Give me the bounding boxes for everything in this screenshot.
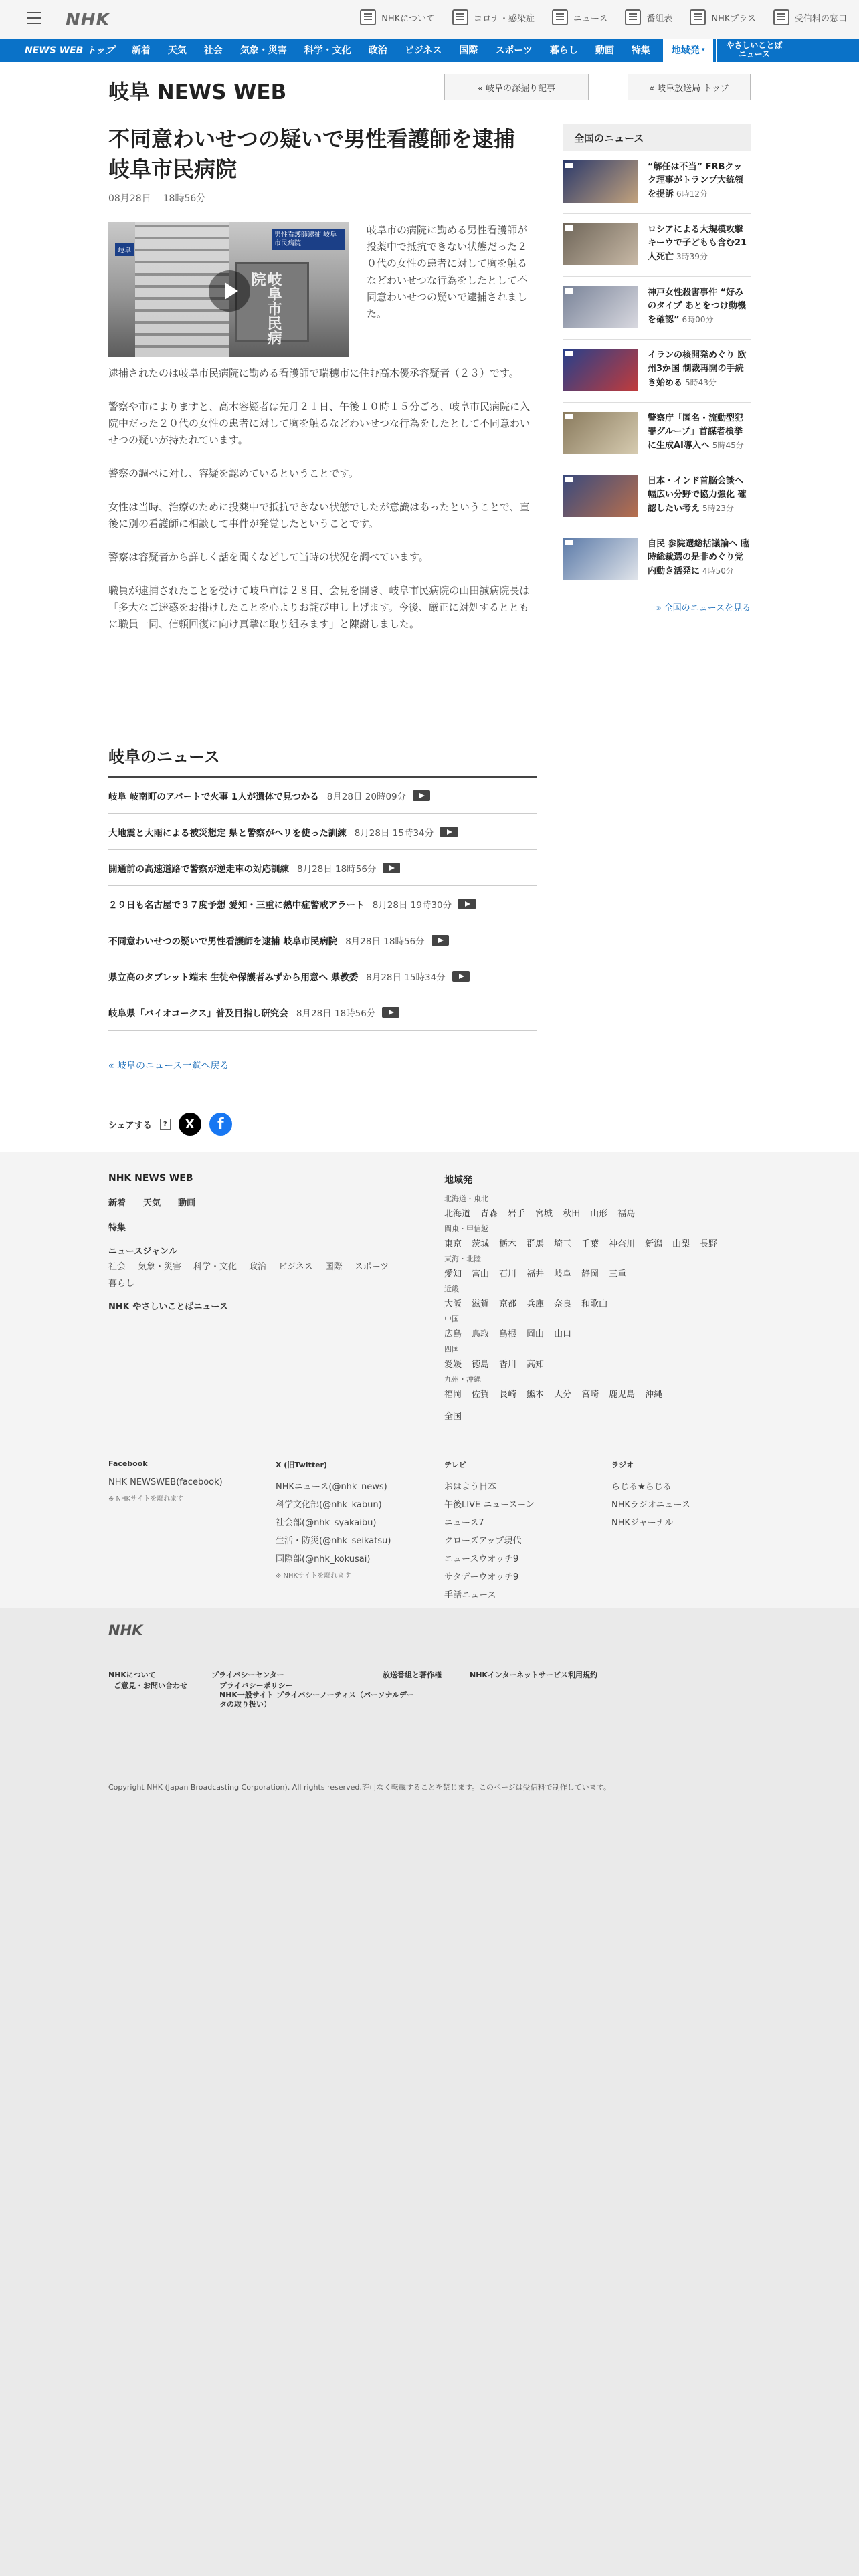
tv-program-link[interactable]: 手話ニュース bbox=[444, 1590, 496, 1600]
menu-icon[interactable] bbox=[27, 12, 41, 24]
region-group-label: 東海・北陸 bbox=[444, 1255, 481, 1263]
x-account-link[interactable]: NHKニュース(@nhk_news) bbox=[276, 1482, 387, 1492]
video-icon bbox=[413, 790, 430, 801]
national-news-sidebar bbox=[563, 124, 751, 613]
local-news-section bbox=[108, 744, 537, 1072]
region-list bbox=[444, 1297, 752, 1309]
news-icon bbox=[552, 9, 568, 25]
news-thumbnail bbox=[563, 412, 638, 454]
facebook-link[interactable]: NHK NEWSWEB(facebook) bbox=[108, 1477, 223, 1487]
region-link[interactable]: 奈良 bbox=[554, 1299, 572, 1309]
region-link[interactable]: 石川 bbox=[499, 1269, 517, 1279]
footer-genre-link[interactable]: 暮らし bbox=[108, 1279, 135, 1289]
region-link[interactable]: 北海道 bbox=[444, 1209, 471, 1219]
top-header bbox=[0, 0, 859, 39]
footer-genre-link[interactable]: 社会 bbox=[108, 1262, 126, 1272]
radio-link[interactable]: NHKジャーナル bbox=[611, 1518, 674, 1528]
nav-business[interactable]: ビジネス bbox=[404, 45, 442, 56]
nav-feature[interactable]: 特集 bbox=[631, 45, 650, 56]
region-link[interactable]: 長野 bbox=[700, 1239, 718, 1249]
footer-link-contact[interactable]: ご意見・お問い合わせ bbox=[114, 1681, 187, 1690]
virus-icon bbox=[452, 9, 468, 25]
footer-facebook bbox=[108, 1459, 223, 1503]
footer-genre-link[interactable]: 科学・文化 bbox=[193, 1262, 237, 1272]
nhk-badge-icon bbox=[565, 351, 573, 356]
local-news-item[interactable]: 不同意わいせつの疑いで男性看護師を逮捕 岐阜市民病院 8月28日 18時56分 bbox=[108, 922, 537, 958]
play-icon[interactable] bbox=[209, 270, 250, 312]
footer-radio bbox=[611, 1459, 690, 1533]
news-thumbnail bbox=[563, 286, 638, 328]
region-link[interactable]: 愛媛 bbox=[444, 1360, 462, 1370]
facebook-share-icon[interactable]: f bbox=[209, 1113, 232, 1136]
article-time: 18時56分 bbox=[163, 193, 206, 204]
station-header bbox=[108, 71, 751, 104]
region-list bbox=[444, 1327, 752, 1339]
region-link[interactable]: 福岡 bbox=[444, 1390, 462, 1400]
region-link[interactable]: 香川 bbox=[499, 1360, 517, 1370]
region-list bbox=[444, 1206, 752, 1219]
region-list bbox=[444, 1237, 752, 1249]
region-link[interactable]: 三重 bbox=[609, 1269, 627, 1279]
nav-newsweb-top[interactable]: NEWS WEB トップ bbox=[25, 45, 114, 56]
video-icon bbox=[432, 935, 449, 946]
region-link[interactable]: 神奈川 bbox=[609, 1239, 636, 1249]
region-link[interactable]: 和歌山 bbox=[581, 1299, 608, 1309]
article-paragraph: 警察や市によりますと、高木容疑者は先月２１日、午後１０時１５分ごろ、岐阜市民病院に入院中だった２０代の女性の患者に対して胸を触るなどわいせつな行為をしたとして不同意わいせつの疑いが持たれています。 bbox=[108, 401, 531, 446]
article-lead bbox=[108, 222, 537, 399]
video-icon bbox=[452, 971, 470, 982]
top-links bbox=[360, 9, 847, 25]
footer-genre-link[interactable]: 国際 bbox=[324, 1262, 343, 1272]
nhk-badge-icon bbox=[565, 225, 573, 231]
help-icon[interactable]: ? bbox=[160, 1119, 171, 1130]
article-paragraph: 岐阜市の病院に勤める男性看護師が投薬中で抵抗できない状態だった２０代の女性の患者に対して胸を触るなどわいせつな行為をしたとして不同意わいせつの疑いで逮捕されました。 bbox=[367, 224, 528, 320]
link-about-nhk[interactable]: NHKについて bbox=[360, 9, 435, 25]
article-video-thumbnail[interactable] bbox=[108, 222, 349, 357]
video-icon bbox=[383, 863, 400, 873]
nhk-badge-icon bbox=[565, 163, 573, 168]
nav-sports[interactable]: スポーツ bbox=[495, 45, 533, 56]
main-nav bbox=[0, 39, 859, 62]
region-list bbox=[444, 1267, 752, 1279]
region-group-label: 関東・甲信越 bbox=[444, 1224, 488, 1233]
local-news-title: 岐阜のニュース bbox=[108, 744, 537, 778]
local-news-item[interactable]: 県立高のタブレット端末 生徒や保護者みずから用意へ 県教委 8月28日 15時34分 bbox=[108, 958, 537, 994]
x-account-link[interactable]: 生活・防災(@nhk_seikatsu) bbox=[276, 1536, 391, 1546]
sidebar-news-item[interactable]: “解任は不当” FRBクック理事がトランプ大統領を提訴 6時12分 bbox=[563, 151, 751, 214]
radio-link[interactable]: NHKラジオニュース bbox=[611, 1500, 690, 1510]
region-link[interactable]: 兵庫 bbox=[527, 1299, 545, 1309]
nav-international[interactable]: 国際 bbox=[459, 45, 478, 56]
region-link[interactable]: 秋田 bbox=[563, 1209, 581, 1219]
chevron-down-icon: ▾ bbox=[701, 47, 705, 53]
tv-fee-icon bbox=[773, 9, 789, 25]
nhk-badge-icon bbox=[565, 288, 573, 294]
share-bar bbox=[108, 1113, 232, 1136]
news-thumbnail bbox=[563, 223, 638, 265]
external-note: ※ NHKサイトを離れます bbox=[276, 1572, 351, 1580]
tv-program-link[interactable]: 午後LIVE ニュースーン bbox=[444, 1500, 535, 1510]
footer-link-privacy-notice[interactable]: NHK一般サイト プライバシーノーティス（パーソナルデータの取り扱い） bbox=[219, 1691, 415, 1709]
sidebar-news-item[interactable]: 神戸女性殺害事件 “好みのタイプ あとをつけ動機を確認” 6時00分 bbox=[563, 277, 751, 340]
article-title: 不同意わいせつの疑いで男性看護師を逮捕 岐阜市民病院 bbox=[108, 126, 516, 182]
region-link[interactable]: 岡山 bbox=[527, 1329, 545, 1339]
region-link[interactable]: 千葉 bbox=[581, 1239, 599, 1249]
tv-program-link[interactable]: おはよう日本 bbox=[444, 1482, 497, 1492]
region-list bbox=[444, 1357, 752, 1370]
tv-program-link[interactable]: クローズアップ現代 bbox=[444, 1536, 522, 1546]
copyright-text: Copyright NHK (Japan Broadcasting Corporation). All rights reserved.許可なく転載することを禁じます。このページは受信料で制作しています。 bbox=[108, 1783, 611, 1792]
nav-new[interactable]: 新着 bbox=[131, 45, 151, 56]
nhk-badge-icon bbox=[565, 540, 573, 545]
footer-link-video[interactable]: 動画 bbox=[178, 1198, 196, 1208]
tv-program-link[interactable]: サタデーウオッチ9 bbox=[444, 1572, 519, 1582]
video-icon bbox=[382, 1007, 399, 1018]
local-news-item[interactable]: ２９日も名古屋で３７度予想 愛知・三重に熱中症警戒アラート 8月28日 19時30分 bbox=[108, 886, 537, 922]
region-group-label: 九州・沖縄 bbox=[444, 1375, 481, 1384]
nhk-badge-icon bbox=[565, 414, 573, 419]
region-link[interactable]: 長崎 bbox=[499, 1390, 517, 1400]
region-link[interactable]: 東京 bbox=[444, 1239, 462, 1249]
news-thumbnail bbox=[563, 349, 638, 391]
article-paragraph: 逮捕されたのは岐阜市民病院に勤める看護師で瑞穂市に住む高木優丞容疑者（２３）です。 bbox=[108, 367, 519, 379]
radio-link[interactable]: らじる★らじる bbox=[611, 1482, 672, 1492]
news-thumbnail bbox=[563, 160, 638, 203]
nhk-badge-icon bbox=[565, 477, 573, 482]
external-note: ※ NHKサイトを離れます bbox=[108, 1495, 184, 1503]
region-link[interactable]: 沖縄 bbox=[645, 1390, 663, 1400]
station-top-button[interactable]: « 岐阜放送局 トップ bbox=[628, 74, 751, 100]
region-link[interactable]: 青森 bbox=[480, 1209, 498, 1219]
program-grid-icon bbox=[625, 9, 641, 25]
article-date: 08月28日 bbox=[108, 193, 151, 204]
nav-yasashii-news[interactable]: やさしいことば ニュース bbox=[716, 39, 791, 62]
region-link[interactable]: 佐賀 bbox=[472, 1390, 490, 1400]
region-link[interactable]: 岐阜 bbox=[554, 1269, 572, 1279]
region-link[interactable]: 宮崎 bbox=[581, 1390, 599, 1400]
nav-science[interactable]: 科学・文化 bbox=[304, 45, 351, 56]
footer-link-about[interactable]: NHKについて bbox=[108, 1671, 156, 1679]
region-link[interactable]: 鹿児島 bbox=[609, 1390, 636, 1400]
region-group-label: 中国 bbox=[444, 1315, 459, 1323]
article-paragraph: 警察は容疑者から詳しく話を聞くなどして当時の状況を調べています。 bbox=[108, 551, 429, 563]
region-link[interactable]: 岩手 bbox=[508, 1209, 526, 1219]
local-news-item[interactable]: 岐阜 岐南町のアパートで火事 1人が遺体で見つかる 8月28日 20時09分 bbox=[108, 778, 537, 814]
nav-society[interactable]: 社会 bbox=[203, 45, 223, 56]
local-news-item[interactable]: 開通前の高速道路で警察が逆走車の対応訓練 8月28日 18時56分 bbox=[108, 850, 537, 886]
region-link[interactable]: 大分 bbox=[554, 1390, 572, 1400]
sidebar-news-item[interactable]: ロシアによる大規模攻撃 キーウで子どもも含む21人死亡 3時39分 bbox=[563, 214, 751, 277]
facebook-heading: Facebook bbox=[108, 1459, 148, 1468]
region-link[interactable]: 群馬 bbox=[527, 1239, 545, 1249]
nav-region[interactable]: 地域発 ▾ bbox=[663, 39, 714, 62]
sidebar-news-item[interactable]: イランの核開発めぐり 欧州3か国 制裁再開の手続き始める 5時43分 bbox=[563, 340, 751, 403]
link-nhk-plus[interactable]: NHKプラス bbox=[690, 9, 756, 25]
region-link[interactable]: 徳島 bbox=[472, 1360, 490, 1370]
article-paragraph: 警察の調べに対し、容疑を認めているということです。 bbox=[108, 467, 359, 479]
link-covid[interactable]: コロナ・感染症 bbox=[452, 9, 535, 25]
more-national-news-link[interactable]: » 全国のニュースを見る bbox=[656, 603, 751, 613]
region-link[interactable]: 福島 bbox=[617, 1209, 636, 1219]
footer-bottom bbox=[0, 1608, 859, 2576]
region-group-label: 北海道・東北 bbox=[444, 1194, 488, 1203]
region-link-zenkoku[interactable]: 全国 bbox=[444, 1412, 462, 1422]
nav-life[interactable]: 暮らし bbox=[549, 45, 578, 56]
region-link[interactable]: 茨城 bbox=[472, 1239, 490, 1249]
region-link[interactable]: 愛知 bbox=[444, 1269, 462, 1279]
sidebar-title: 全国のニュース bbox=[563, 124, 751, 151]
news-thumbnail bbox=[563, 475, 638, 517]
share-label: シェアする bbox=[108, 1120, 152, 1131]
tv-heading: テレビ bbox=[444, 1461, 466, 1469]
footer-newsweb-title[interactable]: NHK NEWS WEB bbox=[108, 1173, 193, 1184]
nav-weather[interactable]: 天気 bbox=[167, 45, 187, 56]
region-link[interactable]: 京都 bbox=[499, 1299, 517, 1309]
region-link[interactable]: 静岡 bbox=[581, 1269, 599, 1279]
region-link[interactable]: 山形 bbox=[590, 1209, 608, 1219]
region-link[interactable]: 島根 bbox=[499, 1329, 517, 1339]
footer-genre-title: ニュースジャンル bbox=[108, 1247, 177, 1257]
radio-heading: ラジオ bbox=[611, 1461, 634, 1469]
nhk-logo[interactable]: NHK bbox=[66, 10, 110, 30]
footer-link-privacy-center[interactable]: プライバシーセンター bbox=[211, 1671, 284, 1679]
region-group-label: 近畿 bbox=[444, 1285, 459, 1293]
local-news-item[interactable]: 岐阜県「バイオコークス」普及目指し研究会 8月28日 18時56分 bbox=[108, 994, 537, 1031]
footer-genre-link[interactable]: 政治 bbox=[249, 1262, 267, 1272]
footer-region-title: 地域発 bbox=[444, 1175, 472, 1186]
footer-genre-link[interactable]: ビジネス bbox=[278, 1262, 313, 1272]
x-account-link[interactable]: 科学文化部(@nhk_kabun) bbox=[276, 1500, 382, 1510]
sidebar-news-item[interactable]: 日本・インド首脳会談へ 幅広い分野で協力強化 確認したい考え 5時23分 bbox=[563, 465, 751, 528]
nav-disaster[interactable]: 気象・災害 bbox=[240, 45, 287, 56]
footer-genre-link[interactable]: 気象・災害 bbox=[138, 1262, 182, 1272]
region-link[interactable]: 埼玉 bbox=[554, 1239, 572, 1249]
footer-yasashii-link[interactable]: NHK やさしいことばニュース bbox=[108, 1302, 228, 1312]
sidebar-news-item[interactable]: 自民 参院選総括議論へ 臨時総裁選の是非めぐり党内動き活発に 4時50分 bbox=[563, 528, 751, 591]
nav-video[interactable]: 動画 bbox=[595, 45, 614, 56]
thumbnail-caption: 男性看護師逮捕 岐阜市民病院 bbox=[272, 229, 345, 250]
footer-link-new[interactable]: 新着 bbox=[108, 1198, 126, 1208]
footer-genre-link[interactable]: スポーツ bbox=[354, 1262, 389, 1272]
footer-x bbox=[276, 1459, 391, 1580]
region-group-label: 四国 bbox=[444, 1345, 459, 1354]
footer-link-privacy-policy[interactable]: プライバシーポリシー bbox=[219, 1681, 293, 1690]
tv-program-link[interactable]: ニュース7 bbox=[444, 1518, 484, 1528]
video-icon bbox=[458, 899, 476, 909]
region-link[interactable]: 山口 bbox=[554, 1329, 572, 1339]
region-link[interactable]: 宮城 bbox=[535, 1209, 553, 1219]
station-title[interactable]: 岐阜 NEWS WEB bbox=[108, 80, 287, 104]
link-program-guide[interactable]: 番組表 bbox=[625, 9, 672, 25]
footer-nhk-logo[interactable]: NHK bbox=[108, 1622, 143, 1638]
x-share-icon[interactable]: X bbox=[179, 1113, 201, 1136]
region-list bbox=[444, 1387, 752, 1400]
region-link[interactable]: 新潟 bbox=[645, 1239, 663, 1249]
link-fee[interactable]: 受信料の窓口 bbox=[773, 9, 847, 25]
region-link[interactable]: 鳥取 bbox=[472, 1329, 490, 1339]
footer-link-copyright[interactable]: 放送番組と著作権 bbox=[383, 1671, 442, 1679]
region-link[interactable]: 栃木 bbox=[499, 1239, 517, 1249]
region-link[interactable]: 滋賀 bbox=[472, 1299, 490, 1309]
x-account-link[interactable]: 社会部(@nhk_syakaibu) bbox=[276, 1518, 377, 1528]
local-news-item[interactable]: 大地震と大雨による被災想定 県と警察がヘリを使った訓練 8月28日 15時34分 bbox=[108, 814, 537, 850]
footer-link-feature[interactable]: 特集 bbox=[108, 1223, 126, 1233]
thumbnail-badge: 岐阜 bbox=[115, 243, 134, 256]
sidebar-news-item[interactable]: 警察庁「匿名・流動型犯罪グループ」首謀者検挙に生成AI導入へ 5時45分 bbox=[563, 403, 751, 465]
nhk-plus-icon bbox=[690, 9, 706, 25]
x-account-link[interactable]: 国際部(@nhk_kokusai) bbox=[276, 1554, 371, 1564]
region-link[interactable]: 大阪 bbox=[444, 1299, 462, 1309]
hospital-sign-text: 岐阜市民病院 bbox=[249, 272, 282, 345]
tv-program-link[interactable]: ニュースウオッチ9 bbox=[444, 1554, 519, 1564]
region-link[interactable]: 山梨 bbox=[672, 1239, 690, 1249]
news-thumbnail bbox=[563, 538, 638, 580]
region-link[interactable]: 福井 bbox=[527, 1269, 545, 1279]
link-news[interactable]: ニュース bbox=[552, 9, 607, 25]
region-link[interactable]: 富山 bbox=[472, 1269, 490, 1279]
article bbox=[108, 124, 537, 649]
nhk-info-icon bbox=[360, 9, 376, 25]
article-paragraph: 女性は当時、治療のために投薬中で抵抗できない状態でしたが意識はあったということで、直後に別の看護師に相談して事件が発覚したということです。 bbox=[108, 501, 530, 530]
back-to-local-news-link[interactable]: « 岐阜のニュース一覧へ戻る bbox=[108, 1061, 229, 1071]
deep-articles-button[interactable]: « 岐阜の深掘り記事 bbox=[444, 74, 589, 100]
region-link[interactable]: 広島 bbox=[444, 1329, 462, 1339]
footer-link-terms[interactable]: NHKインターネットサービス利用規約 bbox=[470, 1671, 597, 1679]
nav-politics[interactable]: 政治 bbox=[368, 45, 387, 56]
footer-link-weather[interactable]: 天気 bbox=[143, 1198, 161, 1208]
x-heading: X (旧Twitter) bbox=[276, 1461, 327, 1469]
footer-regions bbox=[444, 1173, 752, 1422]
article-meta bbox=[108, 191, 537, 205]
article-paragraph: 職員が逮捕されたことを受けて岐阜市は２８日、会見を開き、岐阜市民病院の山田誠病院長は「多大なご迷惑をお掛けしたことを心よりお詫び申し上げます。今後、厳正に対処するとともに職員一同、信頼回復に向け真摯に取り組みます」と陳謝しました。 bbox=[108, 584, 530, 630]
footer bbox=[0, 1152, 859, 2576]
video-icon bbox=[440, 827, 458, 837]
region-link[interactable]: 高知 bbox=[527, 1360, 545, 1370]
region-link[interactable]: 熊本 bbox=[527, 1390, 545, 1400]
footer-tv bbox=[444, 1459, 535, 1606]
